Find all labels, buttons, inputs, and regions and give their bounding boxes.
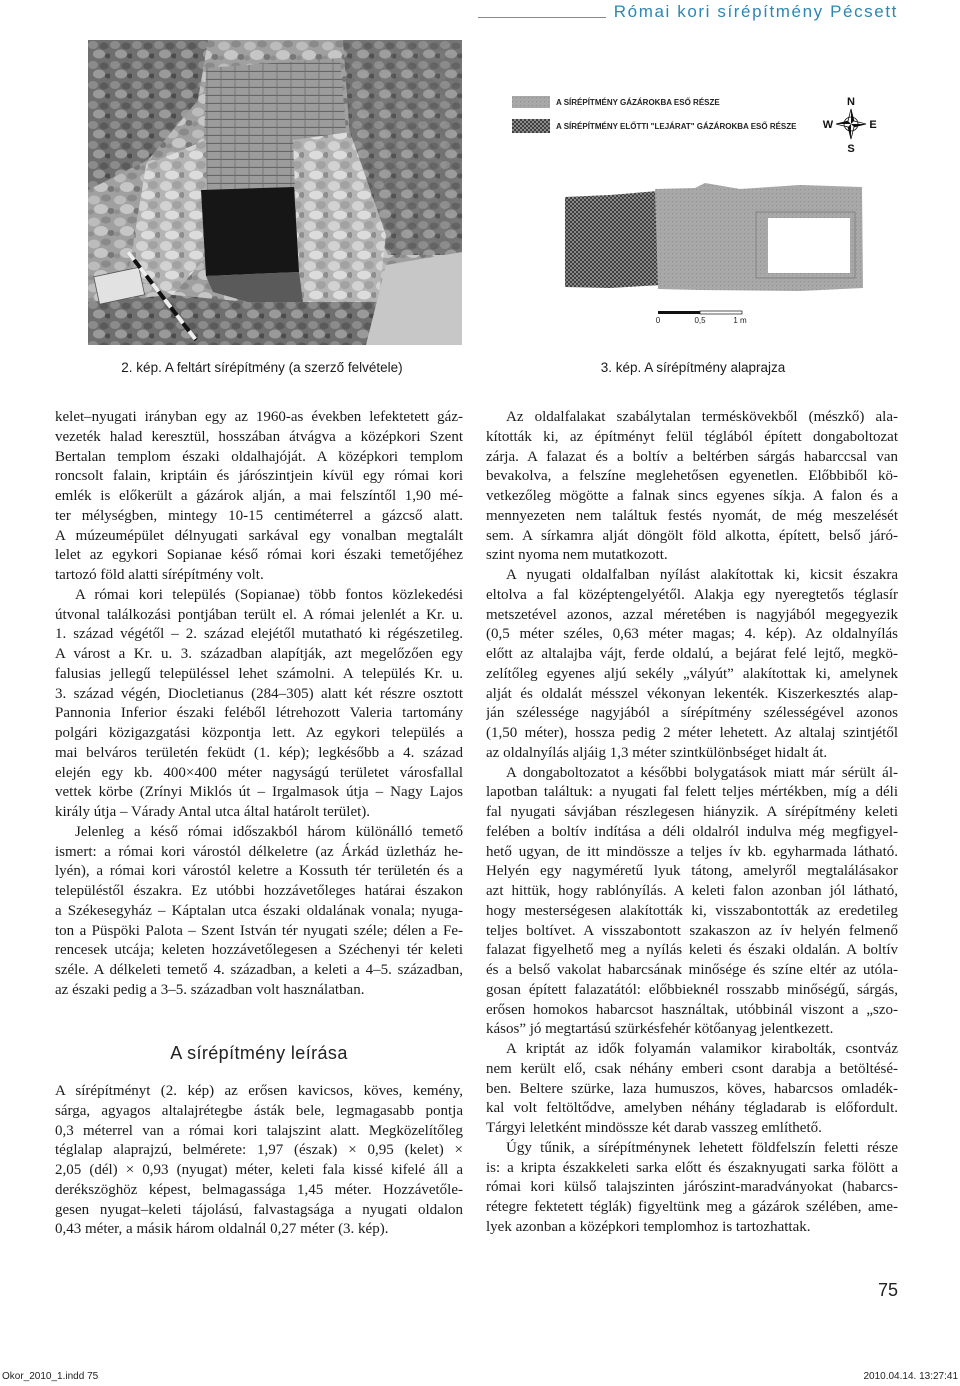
paragraph [486,1139,898,1238]
text-line: (1,50 méter), hossza pedig 2 méter lehetett. Az altalaj szintjétől [486,725,898,741]
text-line: (0,5 méter széles, 0,63 méter magas; 4. kép). Az oldalnyílás [486,626,898,643]
scale-label-zero: 0 [655,316,661,325]
text-line: A nyugati oldalfalban nyílást alakítottak ki, kicsit északra [506,567,898,583]
paragraph [486,1040,898,1139]
text-line: 1. század végétől – 2. század elejétől mutatható ki régészetileg. [55,626,463,643]
text-line: ismert: a római kori várostól délkeletre (az Árkád üzletház he- [55,843,463,860]
text-line: metszetével azonos, azzal méretében is nagyjából megegyezik [486,606,898,623]
print-slug-timestamp: 2010.04.14. 13:27:41 [863,1371,958,1382]
text-line: zelítőleg egyenes aljú sekély „vályút” alakítottak ki, amelynek [486,665,898,682]
compass-north: N [847,96,855,108]
text-line: polgári közigazgatási központja lett. Az egykori település a [55,725,463,741]
text-line: településtől északra. Ez utóbbi hozzávetőleges határai északon [55,883,463,899]
text-line: szint nyoma nem mutatkozott. [486,547,668,564]
text-line: felében a boltív indítása a déli oldalról indulva még megfigyel- [486,823,898,840]
text-line: A dongaboltozatot a későbbi bolygatások miatt már sérült ál- [506,764,898,781]
legend-swatch-gazarok [512,96,550,108]
text-line: kásos” jó megtartású szürkésfehér kötőanyag jelentkezett. [486,1021,834,1038]
text-line: vettek körbe (Zrínyi Miklós út – Irgalmasok útja – Nagy Lajos [55,784,463,801]
paragraph [55,408,463,586]
text-line: roncsolt falain, kriptáin és járószintjein kívül egy római kori [55,468,463,485]
text-line: vetkezőleg mögötte a falnak sincs egyenes síkja. A falon és a [486,488,898,504]
text-line: eltolva a fal középtengelyétől. Alakja egy nyeregtetős téglasír [486,586,898,603]
text-line: kelet–nyugati irányban egy az 1960-as években lefektetett gáz- [55,409,463,425]
scale-bar [658,311,742,314]
text-line: sárga, agyagos altalajrétegbe ásták bele, legmagasabb pontja [55,1102,463,1119]
text-line: ton a Püspöki Palota – Szent István tér nyugati széle; délen a Fe- [55,922,463,939]
compass-south: S [847,143,855,155]
text-line: Úgy tűnik, a sírépítménynek lehetett földfelszín feletti része [506,1139,898,1156]
text-line: ter mélységben, mintegy 10-15 centiméterrel a gázcső alatt. [55,507,463,524]
text-line: A múzeumépület délnyugati sarkával egy vonalban megtalált [55,527,463,544]
text-line: Tárgyi leletként mindössze két darab vasszeg említhető. [486,1120,822,1136]
header-rule [478,17,606,18]
text-line: rétegre fektetett téglák) figyeltünk meg a gázárok szélében, ame- [486,1199,898,1215]
running-title: Római kori sírépítmény Pécsett [613,2,898,21]
text-line: lapotban találtuk: a nyugati fal felett teljes mértékben, míg a déli [486,784,898,801]
text-line: A kriptát az idők folyamán valamikor kirabolták, csontváz [506,1041,898,1057]
text-line: és a belső vakolat habarcsának minősége és színe eltér az utóla- [486,962,898,978]
text-line: hogy mesterségesen alakították ki, visszabontották az eredetileg [486,902,898,919]
text-line: azt hittük, hogy rablónyílás. A keleti falon azonban jól látható, [486,883,898,899]
plan-chamber-interior [768,218,850,273]
text-line: széle. A délkeleti temető 4. században, a keleti a 4–5. században, [55,962,463,978]
text-line: 0,43 méter, a másik három oldalnál 0,27 méter (3. kép). [55,1221,389,1238]
floor-plan [500,85,890,330]
text-line: falusias jellegű településsel lehet számolni. A település Kr. u. [55,665,463,682]
text-line: alját és oldalát mésszel vékonyan lekenték. Kiszerkesztés alap- [486,685,898,702]
text-line: király útja – Várady Antal utca által határolt terület). [55,804,371,820]
paragraph [486,408,898,566]
text-line: A várost a Kr. u. 3. században alapítják, azt megelőzően egy [55,646,463,662]
text-line: emlék is előkerült a gázárok alján, a mai felszíntől 1,90 mé- [55,488,463,504]
text-line: derékszöghöz képest, belmagassága 1,45 méter. Hozzávetőle- [55,1181,463,1198]
text-line: Helyén egy nagyméretű lyuk tátong, amelyről megtalálásakor [486,863,898,880]
text-line: 3. század végén, Diocletianus (284–305) alatt két részre osztott [55,685,463,702]
text-line: fal nyugati sávjában részlegesen hiányzik. A sírépítmény keleti [486,804,898,820]
paragraph [486,566,898,764]
legend-label-gazarok: A SÍRÉPÍTMÉNY GÁZÁROKBA ESŐ RÉSZE [556,98,720,107]
legend-swatch-lejarat [512,119,550,133]
text-line: gesen nyugat–keleti tájolású, falvastagsága a nyugati oldalon [55,1201,463,1218]
text-line: falazat figyelhető meg a nyílás keleti és északi oldalán. A boltív [486,942,898,959]
text-line: mennyezeten nem találtuk festés nyomát, de még meszelését [486,507,898,524]
text-line: ben. Beltere szürke, laza humuszos, köves, habarcsos omladék- [486,1080,898,1097]
text-line: Jelenleg a késő római időszakból három különálló temető [75,823,463,840]
figure-2-caption: 2. kép. A feltárt sírépítmény (a szerző felvétele) [121,360,403,375]
legend-label-lejarat: A SÍRÉPÍTMÉNY ELŐTTI "LEJÁRAT" GÁZÁROKBA ESŐ RÉSZE [556,122,797,131]
text-line: 0,3 méterrel van a római kori talajszint alatt. Megközelítőleg [55,1122,463,1139]
text-line: lyek azonban a középkori templomhoz is tartozhattak. [486,1218,811,1235]
text-line: az oldalnyílás aljáig 1,3 méter szintkülönbséget hidalt át. [486,744,828,761]
text-line: Pannonia Inferior északi feléből létrehozott Valeria tartomány [55,705,463,722]
text-line: A sírépítményt (2. kép) az erősen kavicsos, köves, kemény, [55,1083,463,1099]
text-line: mai belváros területén feküdt (1. kép); legkésőbb a 4. század [55,744,463,761]
text-line: lelet az egykori Sopianae késő római kori északi temetőjéhez [55,547,463,564]
text-line: is: a kripta északkeleti sarka előtt és északnyugati sarka fölött a [486,1159,898,1176]
print-slug-file: Okor_2010_1.indd 75 [2,1371,99,1382]
text-line: zárja. A falazat és a boltív a beltérben sárgás habarccsal van [486,448,898,465]
paragraph [486,764,898,1041]
text-line: gosan épített falazatától: előbbieknél rosszabb minőségű, sárgás, [486,981,898,998]
text-line: 2,05 (dél) × 0,93 (nyugat) méter, keleti fala kissé kifelé áll a [55,1162,463,1178]
text-line: hető ugyan, de itt mindössze a teljes ív kb. egyharmada látható. [486,843,898,860]
page-number: 75 [877,1280,898,1300]
right-column-text [486,408,898,1238]
excavation-photo [88,40,462,345]
text-line: erősen homokos habarcsot használtak, utóbbinál viszont a „szo- [486,1001,898,1018]
compass-icon [836,109,866,139]
paragraph [55,1082,463,1240]
text-line: kal volt feltöltődve, amelyben néhány tégladarab is előfordult. [486,1100,898,1117]
text-line: elején egy kb. 400×400 méter nagyságú területet városfallal [55,764,463,781]
text-line: tartozó föld alatti sírépítmény volt. [55,567,264,583]
text-line: útvonal találkozási pontjában terült el. A római jelenlét a Kr. u. [55,606,463,623]
paragraph [55,586,463,823]
text-line: az északi pedig a 3–5. században volt használatban. [55,981,365,998]
text-line: nem került elő, csak néhány emberi csont darabja a betöltésé- [486,1060,898,1077]
text-line: bevakolva, a felszíne meglehetősen egyenetlen. Előbbiből kö- [486,468,898,485]
photo-chamber-opening [201,187,299,276]
text-line: sem. A sírkamra alját döngölt föld alkotta, épített, belső járó- [486,527,898,544]
figure-3-caption: 3. kép. A sírépítmény alaprajza [600,360,786,375]
text-line: rencesek utcája; keleten hozzávetőlegesen a Széchenyi tér keleti [55,942,463,959]
text-line: Bertalan templom északi oldalhajóját. A középkori templom [55,448,463,465]
text-line: vezeték halad keresztül, hosszában átvágva a középkori Szent [55,428,463,445]
text-line: lyén), a római kori várostól keletre a Kossuth tér területén és a [55,863,463,880]
compass-east: E [869,119,877,131]
left-column-text [55,408,463,1001]
scale-label-one: 1 m [733,316,747,325]
text-line: előtt az altalajba vájt, ferde oldalú, a bejárat felé lejtő, megkö- [486,646,898,662]
text-line: téglalap alaprajzú, belmérete: 1,97 (észak) × 0,95 (kelet) × [55,1142,463,1159]
text-line: A római kori település (Sopianae) több fontos közlekedési [75,586,463,603]
text-line: teljes boltívet. A visszabontott szakaszon az ív helyén felmenő [486,922,898,939]
text-line: római kori külső talajszinten járószint-maradványokat (habarcs- [486,1179,898,1196]
compass-west: W [822,119,834,131]
section-text [55,1082,463,1240]
scale-label-half: 0,5 [694,316,706,325]
section-heading: A sírépítmény leírása [170,1043,348,1063]
paragraph [55,823,463,1001]
text-line: Az oldalfalakat szabálytalan terméskövekből (mészkő) ala- [506,409,898,425]
text-line: ján szélessége nagyjából a sírépítmény szélességével azonos [486,705,898,722]
text-line: kították ki, az építményt felül téglából épített dongaboltozat [486,428,898,445]
text-line: a Székesegyház – Káptalan utca északi oldalának vonala; nyuga- [55,902,463,919]
plan-entrance-area [565,191,662,288]
